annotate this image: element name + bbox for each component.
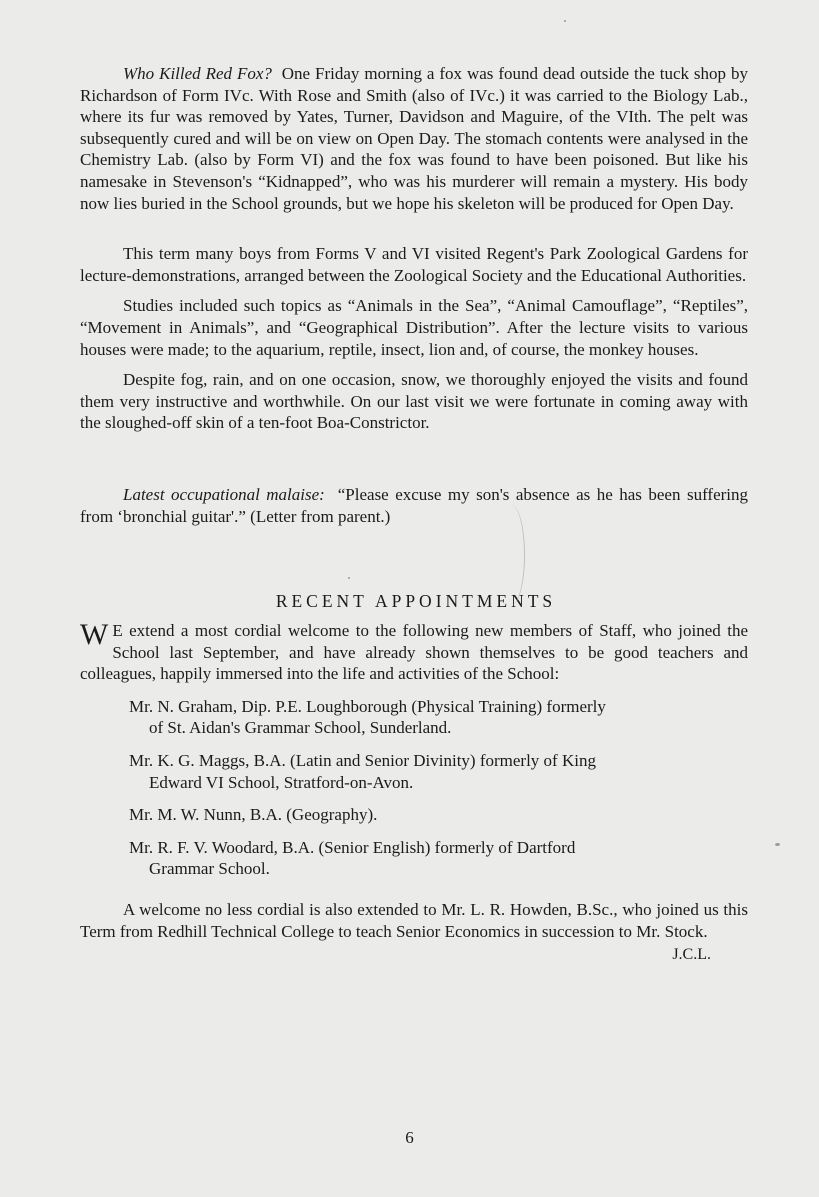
malaise-title: Latest occupational malaise: [123,484,325,504]
appointments-intro-text: E extend a most cordial welcome to the following new members of Staff, who joined the School last September, and have already shown themselves to be good teachers and colleagues, happily immersed into the life and activities of the School: [80,621,748,684]
staff-entry-line: of St. Aidan's Grammar School, Sunderland. [149,718,452,738]
staff-entry-maggs [129,750,748,793]
zoo-paragraph-1: This term many boys from Forms V and VI visited Regent's Park Zoological Gardens for lecture-demonstrations, arranged between the Zoological Society and the Educational Authorities. [80,244,748,285]
appointments-intro [80,620,748,685]
page-number: 6 [405,1128,414,1147]
scan-speck [564,20,566,22]
fox-title: Who Killed Red Fox? [123,64,272,83]
staff-entry-line: Edward VI School, Stratford-on-Avon. [149,772,414,792]
fox-paragraph [80,63,748,214]
malaise-body: “Please excuse my son's absence as he has been suffering from ‘bronchial guitar'.” (Letter from parent.) [80,484,749,526]
staff-entry-line: Grammar School. [149,859,270,879]
scan-speck [775,843,780,846]
malaise-paragraph [80,484,748,527]
staff-entry-line: Mr. R. F. V. Woodard, B.A. (Senior English) formerly of Dartford [129,837,576,857]
appointments-heading: RECENT APPOINTMENTS [275,591,557,612]
staff-entry-graham [129,696,748,739]
page-body [80,60,748,966]
signature: J.C.L. [672,946,711,964]
zoo-paragraph-2: Studies included such topics as “Animals in the Sea”, “Animal Camouflage”, “Reptiles”, “Movement in Animals”, and “Geographical Distribution”. After the lecture visits to various houses were made; to the aquarium, reptile, insect, lion and, of course, the monkey houses. [80,296,748,359]
staff-entry-line: Mr. M. W. Nunn, B.A. (Geography). [129,805,378,825]
staff-list [80,696,748,880]
staff-entry-nunn [129,804,748,826]
staff-entry-line: Mr. K. G. Maggs, B.A. (Latin and Senior Divinity) formerly of King [129,751,596,771]
zoo-paragraph-3: Despite fog, rain, and on one occasion, snow, we thoroughly enjoyed the visits and found them very instructive and worthwhile. On our last visit we were fortunate in coming away with the sloughed-off skin of a ten-foot Boa-Constrictor. [80,370,748,433]
page-crease [498,505,525,605]
welcome-paragraph: A welcome no less cordial is also extended to Mr. L. R. Howden, B.Sc., who joined us this Term from Redhill Technical College to teach Senior Economics in succession to Mr. Stock. [80,900,748,941]
staff-entry-line: Mr. N. Graham, Dip. P.E. Loughborough (Physical Training) formerly [129,696,606,716]
fox-body: One Friday morning a fox was found dead outside the tuck shop by Richardson of Form IVc. With Rose and Smith (also of IVc.) it was carried to the Biology Lab., where its fur was removed by Yates, Turner, Davidson and Maguire, of the VIth. The pelt was subsequently cured and will be on view on Open Day. The stomach contents were analysed in the Chemistry Lab. (also by Form VI) and the fox was found to have been poisoned. But like his namesake in Stevenson's “Kidnapped”, who was his murderer will remain a mystery. His body now lies buried in the School grounds, but we hope his skeleton will be produced for Open Day. [80,64,748,213]
drop-cap: W [80,618,109,652]
scan-speck [348,577,350,579]
staff-entry-woodard [129,837,748,880]
